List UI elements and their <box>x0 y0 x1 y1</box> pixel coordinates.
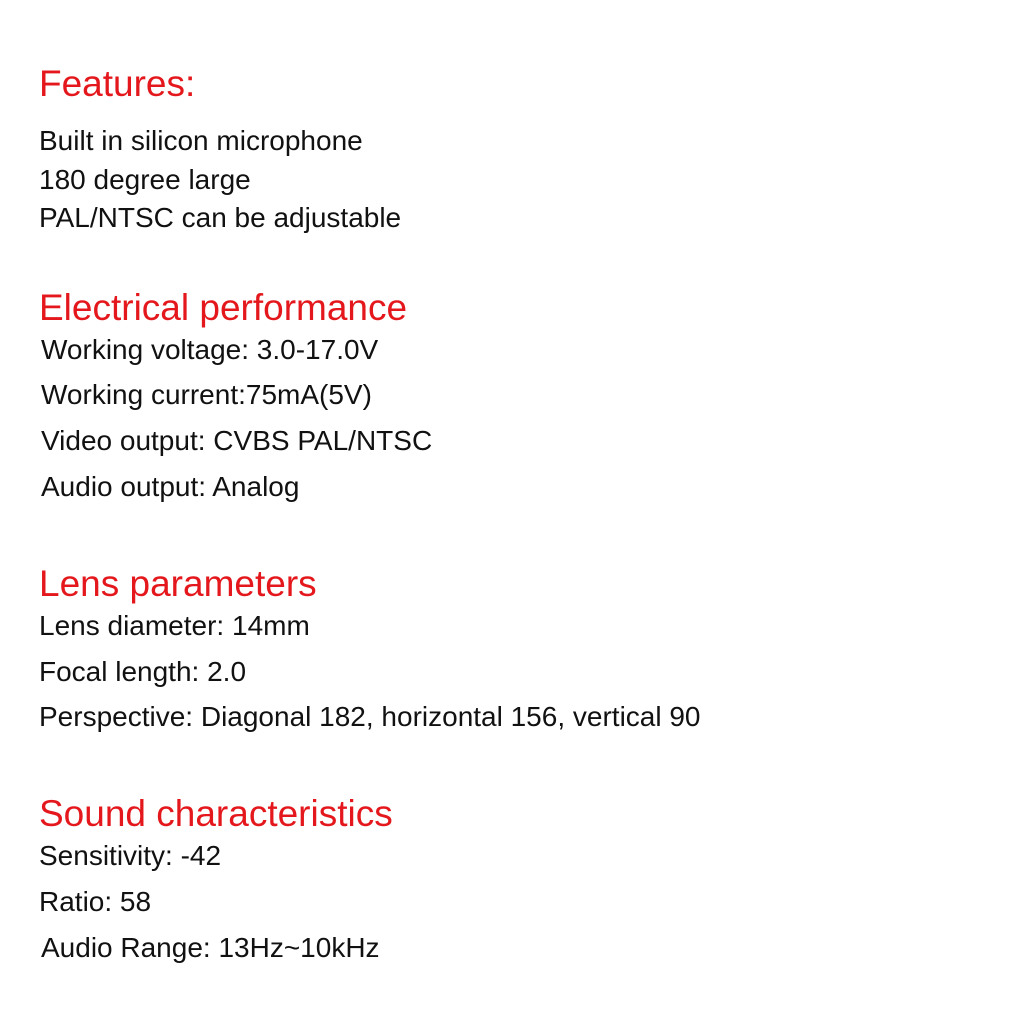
sound-item: Audio Range: 13Hz~10kHz <box>41 932 380 963</box>
lens-parameters-heading: Lens parameters <box>39 563 317 604</box>
features-item: Built in silicon microphone <box>39 125 363 156</box>
features-item: 180 degree large <box>39 164 251 195</box>
lens-item: Perspective: Diagonal 182, horizontal 156, vertical 90 <box>39 701 701 732</box>
electrical-item: Working current:75mA(5V) <box>41 379 372 410</box>
electrical-item: Video output: CVBS PAL/NTSC <box>41 425 433 456</box>
lens-item: Focal length: 2.0 <box>39 656 247 687</box>
features-item: PAL/NTSC can be adjustable <box>39 202 402 233</box>
sound-item: Sensitivity: -42 <box>39 840 222 871</box>
features-heading: Features: <box>39 63 196 104</box>
electrical-item: Audio output: Analog <box>41 471 300 502</box>
sound-characteristics-heading: Sound characteristics <box>39 793 393 834</box>
electrical-performance-heading: Electrical performance <box>39 287 408 328</box>
lens-item: Lens diameter: 14mm <box>39 610 310 641</box>
electrical-item: Working voltage: 3.0-17.0V <box>41 334 379 365</box>
sound-item: Ratio: 58 <box>39 886 152 917</box>
